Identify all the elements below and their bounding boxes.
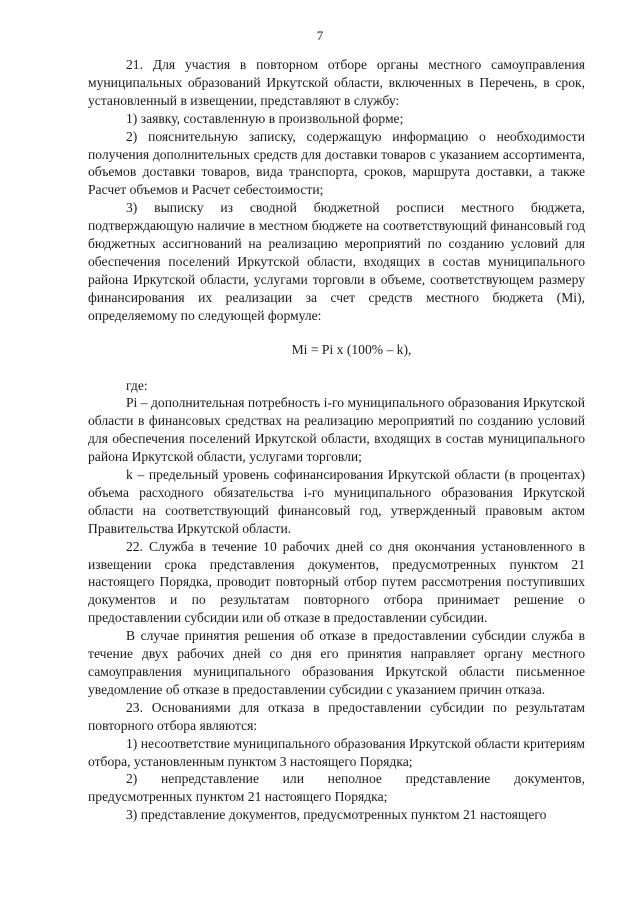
paragraph-21: 21. Для участия в повторном отборе органы местного самоуправления муниципальных образований Иркутской области, включенных в Перечень, в срок, установленный в извещении, представляют в службу: [88, 57, 585, 108]
document-body [88, 56, 585, 824]
paragraph-22-refusal: В случае принятия решения об отказе в предоставлении субсидии служба в течение двух рабочих дней со дня его принятия направляет органу местного самоуправления муниципального образования Иркутской области письменное уведомление об отказе в предоставлении субсидии с указанием причин отказа. [88, 628, 585, 697]
paragraph-23-item-3: 3) представление документов, предусмотренных пунктом 21 настоящего [126, 807, 547, 823]
paragraph-21-item-2: 2) пояснительную записку, содержащую информацию о необходимости получения дополнительных средств для доставки товаров с указанием ассортимента, объемов доставки товаров, вида транспорта, сроков, маршрута доставки, а также Расчет объемов и Расчет себестоимости; [88, 128, 585, 198]
paragraph-22: 22. Служба в течение 10 рабочих дней со дня окончания установленного в извещении срока представления документов, предусмотренных пунктом 21 настоящего Порядка, проводит повторный отбор путем рассмотрения поступивших документов и по результатам повторного отбора принимает решение о предоставлении субсидии или об отказе в предоставлении субсидии. [88, 538, 585, 626]
paragraph-23-item-1: 1) несоответствие муниципального образования Иркутской области критериям отбора, установленным пунктом 3 настоящего Порядка; [88, 735, 585, 769]
paragraph-21-item-1: 1) заявку, составленную в произвольной форме; [126, 110, 404, 126]
formula: Mi = Pi x (100% – k), [291, 341, 412, 357]
k-definition: k – предельный уровень софинансирования Иркутской области (в процентах) объема расходного обязательства i-го муниципального образования Иркутской области на соответствующий финансовый год, утвержденный правовым актом Правительства Иркутской области. [88, 467, 585, 536]
paragraph-23: 23. Основаниями для отказа в предоставлении субсидии по результатам повторного отбора являются: [88, 699, 585, 733]
paragraph-21-item-3: 3) выписку из сводной бюджетной росписи местного бюджета, подтверждающую наличие в местном бюджете на соответствующий финансовый год бюджетных ассигнований на реализацию мероприятий по созданию условий для обеспечения поселений Иркутской области, входящих в состав муниципального района Иркутской области, услугами торговли в объеме, соответствующем размеру финансирования их реализации за счет средств местного бюджета (Mi), определяемому по следующей формуле: [88, 200, 585, 323]
where-label: где: [126, 377, 148, 393]
page-number: 7 [316, 28, 324, 43]
pi-definition: Pi – дополнительная потребность i-го муниципального образования Иркутской области в финансовых средствах на реализацию мероприятий по созданию условий для обеспечения поселений Иркутской области, входящих в состав муниципального района Иркутской области, услугами торговли; [88, 395, 585, 465]
paragraph-23-item-2: 2) непредставление или неполное представление документов, предусмотренных пунктом 21 настоящего Порядка; [88, 771, 585, 805]
